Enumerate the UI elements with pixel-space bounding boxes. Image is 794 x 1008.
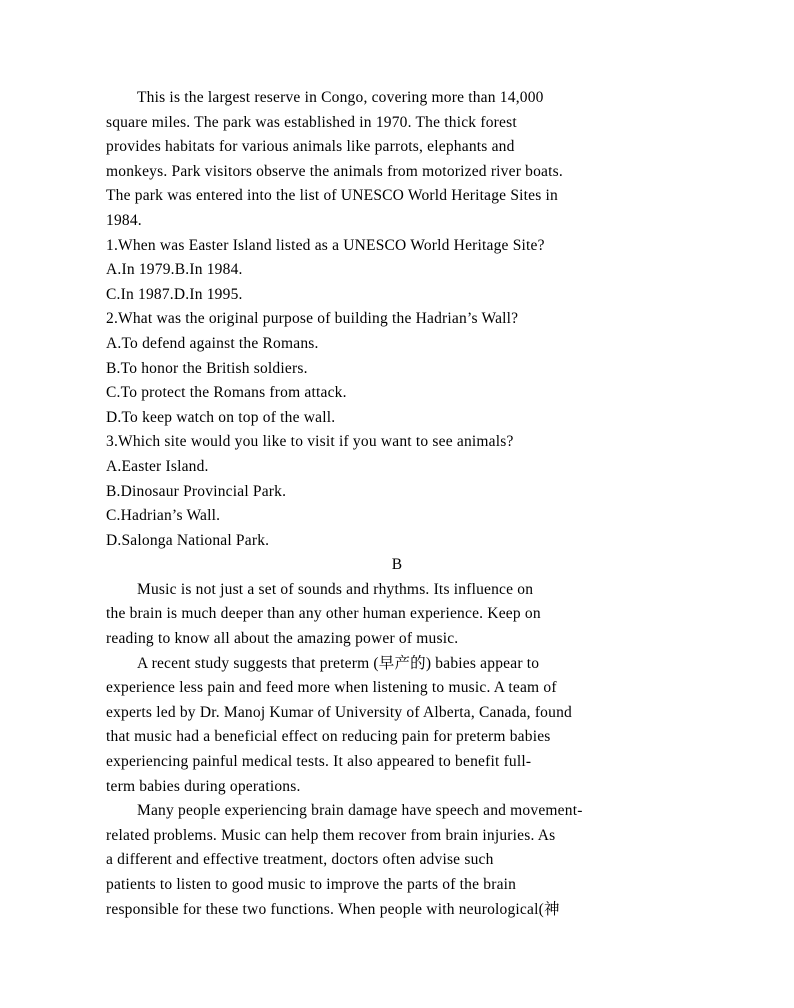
paragraph <box>106 799 688 922</box>
answer-option: B.To honor the British soldiers. <box>106 359 308 377</box>
text-line: square miles. The park was established in 1970. The thick forest <box>106 113 517 131</box>
question-3 <box>106 430 688 553</box>
answer-option: C.To protect the Romans from attack. <box>106 384 347 402</box>
answer-option: D.Salonga National Park. <box>106 531 270 549</box>
text-line: that music had a beneficial effect on reducing pain for preterm babies <box>106 728 551 746</box>
text-line: reading to know all about the amazing power of music. <box>106 630 459 648</box>
question-1 <box>106 234 688 308</box>
answer-option: A.To defend against the Romans. <box>106 334 319 352</box>
answer-option: C.Hadrian’s Wall. <box>106 507 221 525</box>
answer-option: A.Easter Island. <box>106 457 209 475</box>
text-line: 1984. <box>106 211 142 229</box>
text-line: provides habitats for various animals like parrots, elephants and <box>106 138 515 156</box>
question-2 <box>106 307 688 430</box>
text-line: patients to listen to good music to improve the parts of the brain <box>106 876 517 893</box>
answer-option: B.Dinosaur Provincial Park. <box>106 482 287 500</box>
text-line: A recent study suggests that preterm (早产的) babies appear to <box>137 654 540 672</box>
answer-options: C.In 1987.D.In 1995. <box>106 285 243 303</box>
passage-a-ending <box>106 86 688 234</box>
question-stem: 1.When was Easter Island listed as a UNESCO World Heritage Site? <box>106 236 545 254</box>
text-line: experience less pain and feed more when listening to music. A team of <box>106 679 557 697</box>
text-line: The park was entered into the list of UNESCO World Heritage Sites in <box>106 187 559 205</box>
text-line: responsible for these two functions. When people with neurological(神 <box>106 900 560 918</box>
text-line: Many people experiencing brain damage have speech and movement- <box>137 802 583 820</box>
text-line: experts led by Dr. Manoj Kumar of University of Alberta, Canada, found <box>106 703 572 721</box>
answer-options: A.In 1979.B.In 1984. <box>106 261 243 279</box>
text-line: term babies during operations. <box>106 777 301 795</box>
text-line: This is the largest reserve in Congo, covering more than 14,000 <box>137 89 544 106</box>
text-line: experiencing painful medical tests. It also appeared to benefit full- <box>106 753 532 771</box>
document-page <box>106 86 688 922</box>
text-line: the brain is much deeper than any other human experience. Keep on <box>106 605 541 623</box>
paragraph <box>106 578 688 652</box>
text-line: Music is not just a set of sounds and rhythms. Its influence on <box>137 580 534 598</box>
text-line: monkeys. Park visitors observe the animals from motorized river boats. <box>106 162 563 180</box>
text-line: a different and effective treatment, doctors often advise such <box>106 851 494 869</box>
paragraph <box>106 652 688 800</box>
question-stem: 2.What was the original purpose of building the Hadrian’s Wall? <box>106 310 519 328</box>
answer-option: D.To keep watch on top of the wall. <box>106 408 336 426</box>
section-heading: B <box>391 556 403 574</box>
question-stem: 3.Which site would you like to visit if you want to see animals? <box>106 433 514 451</box>
text-line: related problems. Music can help them recover from brain injuries. As <box>106 826 556 844</box>
